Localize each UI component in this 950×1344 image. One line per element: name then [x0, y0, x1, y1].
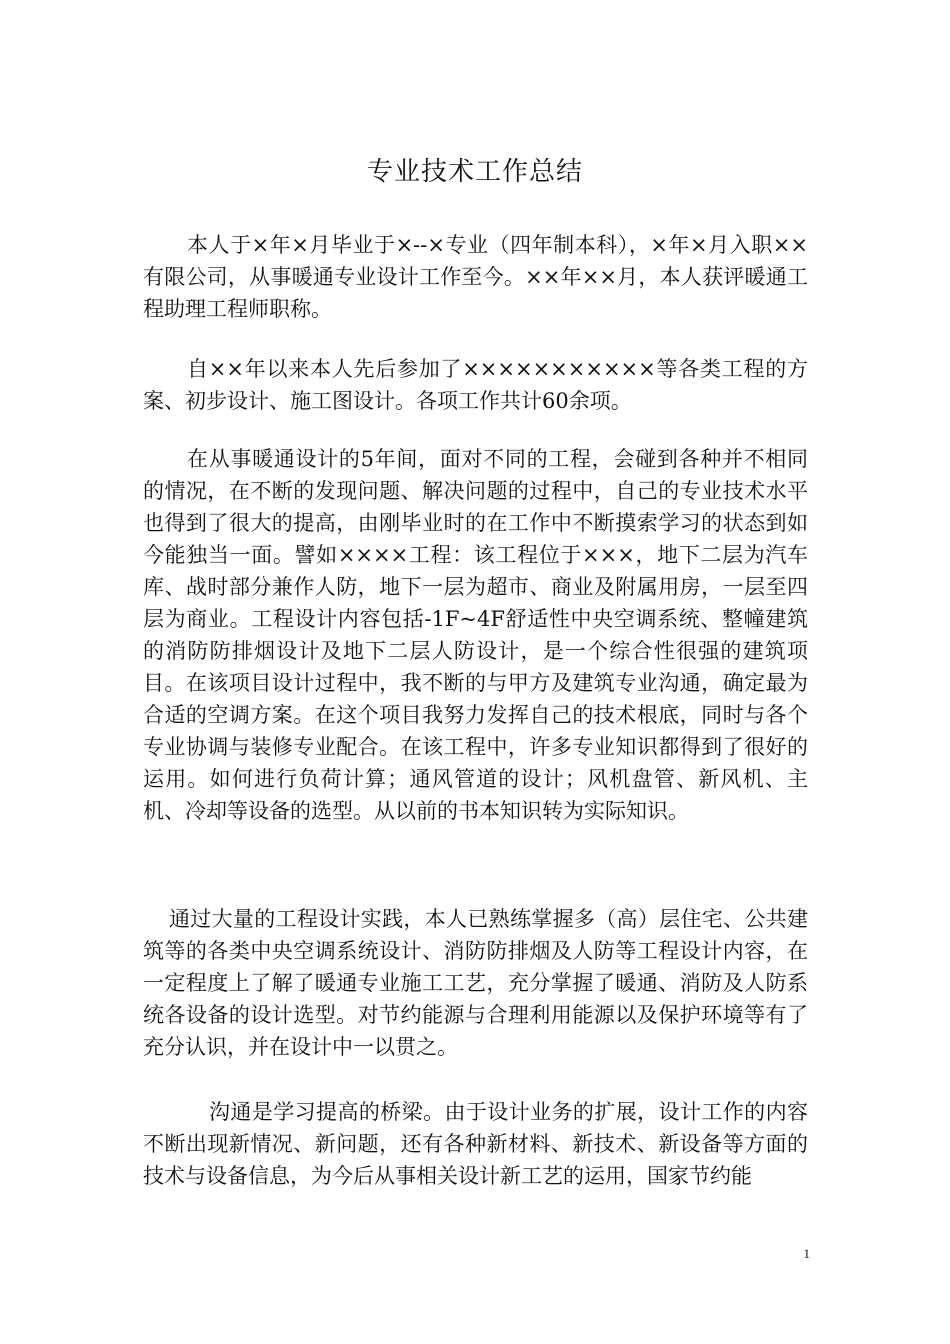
paragraph-skills-mastered: 通过大量的工程设计实践，本人已熟练掌握多（高）层住宅、公共建筑等的各类中央空调系统设计、消防防排烟及人防等工程设计内容，在一定程度上了解了暖通专业施工工艺，充分掌握了暖通、消防及人防系统各设备的设计选型。对节约能源与合理利用能源以及保护环境等有了充分认识，并在设计中一以贯之。 — [143, 907, 808, 1059]
paragraph-project-experience: 在从事暖通设计的5年间，面对不同的工程，会碰到各种并不相同的情况，在不断的发现问题、解决问题的过程中，自己的专业技术水平也得到了很大的提高，由刚毕业时的在工作中不断摸索学习的状态到如今能独当一面。譬如××××工程：该工程位于×××，地下二层为汽车库、战时部分兼作人防，地下一层为超市、商业及附属用房，一层至四层为商业。工程设计内容包括-1F~4F舒适性中央空调系统、整幢建筑的消防防排烟设计及地下二层人防设计，是一个综合性很强的建筑项目。在该项目设计过程中，我不断的与甲方及建筑专业沟通，确定最为合适的空调方案。在这个项目我努力发挥自己的技术根底，同时与各个专业协调与装修专业配合。在该工程中，许多专业知识都得到了很好的运用。如何进行负荷计算；通风管道的设计；风机盘管、新风机、主机、冷却等设备的选型。从以前的书本知识转为实际知识。 — [143, 447, 808, 823]
page-number: 1 — [803, 1246, 810, 1261]
paragraph-projects-participated: 自××年以来本人先后参加了×××××××××××等各类工程的方案、初步设计、施工图设计。各项工作共计60余项。 — [143, 357, 808, 413]
paragraph-communication: 沟通是学习提高的桥梁。由于设计业务的扩展，设计工作的内容不断出现新情况、新问题，还有各种新材料、新技术、新设备等方面的技术与设备信息，为今后从事相关设计新工艺的运用，国家节约能 — [143, 1100, 808, 1188]
document-title: 专业技术工作总结 — [366, 157, 583, 187]
paragraph-education-background: 本人于×年×月毕业于×--×专业（四年制本科），×年×月入职××有限公司，从事暖通专业设计工作至今。××年××月，本人获评暖通工程助理工程师职称。 — [143, 233, 808, 321]
